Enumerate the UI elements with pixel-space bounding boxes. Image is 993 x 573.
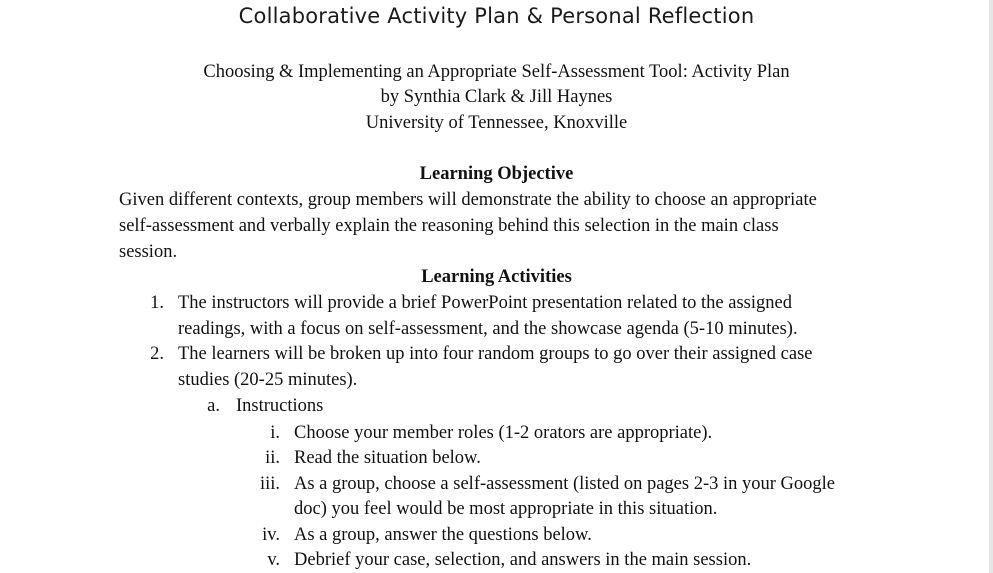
instruction-line: Debrief your case, selection, and answers in the main session. [294, 550, 752, 570]
plan-title: Choosing & Implementing an Appropriate Self-Assessment Tool: Activity Plan [203, 62, 790, 82]
activities-heading: Learning Activities [421, 267, 572, 287]
instruction-line: Read the situation below. [294, 448, 481, 468]
list-marker: ii. [265, 448, 280, 468]
institution-line: University of Tennessee, Knoxville [365, 113, 628, 133]
list-marker: a. [207, 396, 220, 416]
list-marker: v. [267, 550, 280, 570]
objective-line-3: session. [119, 242, 178, 262]
authors-line: by Synthia Clark & Jill Haynes [380, 87, 613, 107]
document-title: Collaborative Activity Plan & Personal Reflection [238, 4, 755, 28]
list-marker: iii. [259, 474, 280, 494]
activity-1-line-2: readings, with a focus on self-assessment, and the showcase agenda (5-10 minutes). [178, 319, 798, 339]
list-marker: 1. [150, 293, 164, 313]
instructions-label: Instructions [236, 396, 324, 416]
instruction-line: doc) you feel would be most appropriate in this situation. [294, 499, 718, 519]
list-marker: iv. [262, 525, 280, 545]
objective-line-1: Given different contexts, group members will demonstrate the ability to choose an appropriate [119, 190, 817, 210]
instruction-line: Choose your member roles (1-2 orators are appropriate). [294, 423, 713, 443]
activity-2-line-1: The learners will be broken up into four random groups to go over their assigned case [178, 344, 813, 364]
activity-1-line-1: The instructors will provide a brief PowerPoint presentation related to the assigned [178, 293, 792, 313]
instruction-line: As a group, choose a self-assessment (listed on pages 2-3 in your Google [294, 474, 836, 494]
instruction-line: As a group, answer the questions below. [294, 525, 592, 545]
objective-heading: Learning Objective [419, 164, 574, 184]
list-marker: i. [270, 423, 280, 443]
activity-2-line-2: studies (20-25 minutes). [178, 370, 358, 390]
objective-line-2: self-assessment and verbally explain the reasoning behind this selection in the main class [119, 216, 779, 236]
list-marker: 2. [150, 344, 164, 364]
